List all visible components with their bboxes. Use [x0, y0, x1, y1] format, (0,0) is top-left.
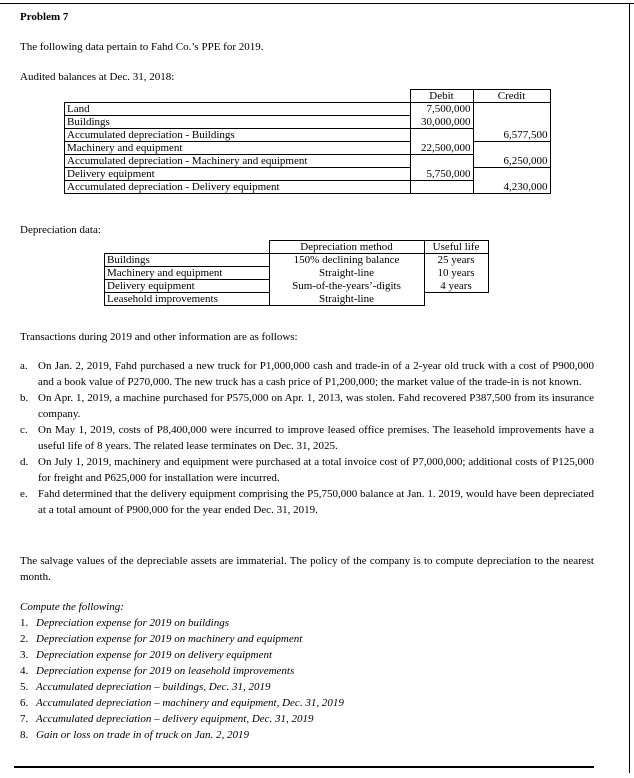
method-cell: Straight-line [269, 293, 424, 306]
list-item [20, 663, 344, 679]
balances-table [64, 89, 551, 194]
credit-header: Credit [473, 90, 550, 103]
account-cell: Accumulated depreciation - Machinery and equipment [65, 155, 411, 168]
table-row [65, 129, 551, 142]
account-cell: Accumulated depreciation - Buildings [65, 129, 411, 142]
method-cell: 150% declining balance [269, 254, 424, 267]
list-item [20, 358, 594, 390]
list-item [20, 647, 344, 663]
item-text: On July 1, 2019, machinery and equipment were purchased at a total invoice cost of P7,000,000; additional costs of P125,000 for freight and P625,000 for installation were incurred. [38, 456, 594, 484]
list-item [20, 390, 594, 422]
item-text: Depreciation expense for 2019 on buildings [36, 617, 229, 629]
transactions-list [20, 358, 594, 518]
top-rule [0, 3, 634, 4]
asset-cell: Buildings [105, 254, 270, 267]
credit-cell: 6,577,500 [473, 129, 550, 142]
audited-caption: Audited balances at Dec. 31, 2018: [20, 71, 175, 83]
item-text: Depreciation expense for 2019 on machinery and equipment [36, 633, 303, 645]
list-item [20, 454, 594, 486]
item-number: 7. [20, 713, 29, 725]
item-text: On Jan. 2, 2019, Fahd purchased a new truck for P1,000,000 cash and trade-in of a 2-year old truck with a cost of P900,000 and a book value of P270,000. The new truck has a cash price of P1,200,000; the market value of the trade-in is not known. [38, 360, 594, 388]
debit-cell [410, 129, 473, 142]
life-cell: 25 years [424, 254, 488, 267]
table-header-row [65, 90, 551, 103]
item-text: Accumulated depreciation – delivery equipment, Dec. 31, 2019 [36, 713, 314, 725]
problem-title: Problem 7 [20, 11, 69, 23]
method-cell: Sum-of-the-years’-digits [269, 280, 424, 293]
credit-cell: 6,250,000 [473, 155, 550, 168]
item-number: 4. [20, 665, 29, 677]
item-text: Depreciation expense for 2019 on delivery equipment [36, 649, 273, 661]
item-letter: b. [20, 392, 29, 404]
account-cell: Machinery and equipment [65, 142, 411, 155]
list-item [20, 486, 594, 518]
asset-cell: Leasehold improvements [105, 293, 270, 306]
item-letter: c. [20, 424, 28, 436]
intro-text: The following data pertain to Fahd Co.’s PPE for 2019. [20, 41, 264, 53]
list-item [20, 727, 344, 743]
depreciation-caption: Depreciation data: [20, 224, 101, 236]
item-number: 6. [20, 697, 29, 709]
asset-cell: Machinery and equipment [105, 267, 270, 280]
compute-section [20, 599, 344, 743]
list-item [20, 711, 344, 727]
debit-header: Debit [410, 90, 473, 103]
table-header-row [105, 241, 489, 254]
item-text: Fahd determined that the delivery equipment comprising the P5,750,000 balance at Jan. 1. 2019, would have been depreciated at a total amount of P900,000 for the year ended Dec. 31, 2019. [38, 488, 594, 516]
account-cell: Buildings [65, 116, 411, 129]
table-row [105, 280, 489, 293]
table-row [65, 116, 551, 129]
debit-cell: 22,500,000 [410, 142, 473, 155]
table-row [65, 168, 551, 181]
table-row [65, 181, 551, 194]
account-cell: Delivery equipment [65, 168, 411, 181]
depreciation-table [104, 240, 489, 306]
asset-cell: Delivery equipment [105, 280, 270, 293]
item-text: Gain or loss on trade in of truck on Jan. 2, 2019 [36, 729, 249, 741]
item-number: 2. [20, 633, 29, 645]
life-cell [424, 293, 488, 306]
debit-cell: 5,750,000 [410, 168, 473, 181]
credit-cell [473, 103, 550, 116]
account-cell: Accumulated depreciation - Delivery equipment [65, 181, 411, 194]
credit-cell [473, 168, 550, 181]
table-row [105, 254, 489, 267]
credit-cell [473, 142, 550, 155]
method-header: Depreciation method [269, 241, 424, 254]
bottom-rule [14, 766, 594, 768]
item-text: Accumulated depreciation – machinery and equipment, Dec. 31, 2019 [36, 697, 344, 709]
item-text: Depreciation expense for 2019 on leasehold improvements [36, 665, 295, 677]
account-cell: Land [65, 103, 411, 116]
table-row [65, 155, 551, 168]
debit-cell: 7,500,000 [410, 103, 473, 116]
list-item [20, 422, 594, 454]
list-item [20, 695, 344, 711]
table-row [65, 142, 551, 155]
item-number: 8. [20, 729, 29, 741]
item-number: 3. [20, 649, 29, 661]
life-header: Useful life [424, 241, 488, 254]
list-item [20, 679, 344, 695]
item-letter: a. [20, 360, 28, 372]
life-cell: 10 years [424, 267, 488, 280]
item-letter: e. [20, 488, 28, 500]
compute-caption: Compute the following: [20, 601, 124, 613]
table-row [105, 293, 489, 306]
item-letter: d. [20, 456, 29, 468]
transactions-caption: Transactions during 2019 and other information are as follows: [20, 331, 298, 343]
list-item [20, 631, 344, 647]
item-text: On Apr. 1, 2019, a machine purchased for P575,000 on Apr. 1, 2013, was stolen. Fahd recovered P387,500 from its insurance company. [38, 392, 594, 420]
item-text: Accumulated depreciation – buildings, Dec. 31, 2019 [36, 681, 271, 693]
credit-cell [473, 116, 550, 129]
debit-cell: 30,000,000 [410, 116, 473, 129]
life-cell: 4 years [424, 280, 488, 293]
item-number: 5. [20, 681, 29, 693]
item-number: 1. [20, 617, 29, 629]
method-cell: Straight-line [269, 267, 424, 280]
debit-cell [410, 181, 473, 194]
salvage-note: The salvage values of the depreciable assets are immaterial. The policy of the company is to compute depreciation to the nearest month. [20, 555, 594, 583]
debit-cell [410, 155, 473, 168]
table-row [65, 103, 551, 116]
right-rule [629, 3, 630, 773]
list-item [20, 615, 344, 631]
item-text: On May 1, 2019, costs of P8,400,000 were incurred to improve leased office premises. The leasehold improvements have a useful life of 8 years. The related lease terminates on Dec. 31, 2025. [38, 424, 594, 452]
credit-cell: 4,230,000 [473, 181, 550, 194]
table-row [105, 267, 489, 280]
